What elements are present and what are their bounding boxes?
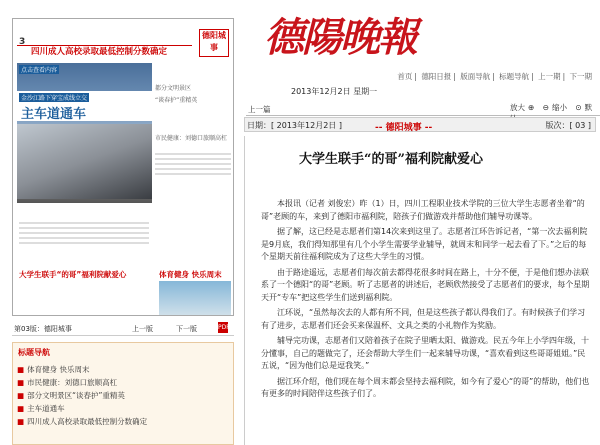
- zoom-in-button[interactable]: [510, 103, 537, 112]
- nav-title-navigation[interactable]: 标题导航: [499, 72, 530, 81]
- page-thumbnail[interactable]: [12, 18, 234, 316]
- thumbnail-text-line: [155, 163, 231, 165]
- toc-item[interactable]: [17, 415, 147, 428]
- thumbnail-photo-headline[interactable]: 主车道通车: [21, 107, 87, 122]
- zoom-out-label: 缩小: [551, 103, 567, 112]
- thumbnail-col-item[interactable]: 市民健康：刘德口旅顺高杠: [155, 135, 228, 142]
- thumbnail-text-line: [19, 242, 149, 244]
- article-title: 大学生联手“的哥”福利院献爱心: [299, 152, 483, 167]
- thumbnail-right-column: [155, 63, 231, 263]
- thumbnail-text-line: [19, 227, 149, 229]
- article: [244, 136, 596, 445]
- bullet-icon: ■: [17, 404, 25, 413]
- thumbnail-road-photo: [17, 124, 152, 199]
- zoom-default-label: 默: [584, 103, 593, 112]
- toc-list: [17, 363, 147, 428]
- thumbnail-headline[interactable]: 四川成人高校录取最低控制分数确定: [31, 47, 168, 57]
- nav-deyang-daily[interactable]: 德阳日报: [421, 72, 452, 81]
- thumbnail-fitness-photo: [159, 281, 231, 315]
- article-body: [261, 198, 591, 404]
- toc-item-label[interactable]: 部分文明景区“谈春护”重精英: [27, 391, 125, 400]
- thumbnail-text-block: [19, 219, 149, 263]
- toc-item-label[interactable]: 主车道通车: [27, 404, 65, 413]
- next-page-link[interactable]: 下一版: [176, 325, 197, 333]
- thumbnail-header: [13, 19, 233, 61]
- thumbnail-caption-right[interactable]: 体育健身 快乐周末: [159, 270, 222, 279]
- nav-page-navigation[interactable]: 版面导航: [460, 72, 491, 81]
- thumbnail-kicker: 点击查看内容: [21, 67, 58, 74]
- nav-next-issue[interactable]: 下一期: [569, 72, 592, 81]
- thumbnail-section-tag: 德阳城事: [199, 29, 229, 57]
- thumbnail-text-line: [19, 232, 149, 234]
- thumbnail-col-item[interactable]: 都分文明景区: [155, 85, 192, 92]
- thumbnail-photo-title-block: [17, 91, 152, 121]
- plus-icon: ⊕: [528, 103, 535, 112]
- toc-item-label[interactable]: 体育健身 快乐周末: [27, 365, 90, 374]
- article-paragraph: 据了解，这已经是志愿者们第14次来到这里了。志愿者江环告诉记者，“第一次去福利院是9月底，我们得知那里有几个小学生需要学业辅导，就周末和同学一起去看了下。”之后的每个星期天前往福利院成为了这些大学生的习惯。: [261, 227, 588, 261]
- toc-item-label[interactable]: 四川成人高校录取最低控制分数确定: [27, 417, 148, 426]
- article-paragraph: 本报讯（记者 刘俊宏）昨（1）日，四川工程职业技术学院的三位大学生志愿者坐着“的哥”老顾的车，来到了德阳市福利院，陪孩子们做游戏并帮助他们辅导功课等。: [261, 199, 585, 221]
- thumbnail-caption-left[interactable]: 大学生联手“的哥”福利院献爱心: [19, 270, 127, 279]
- nav-prev-issue[interactable]: 上一期: [538, 72, 561, 81]
- article-info-bar: [244, 117, 596, 132]
- article-paragraph: 江环说，“虽然每次去的人都有所不同，但是这些孩子都认得我们了。有时候孩子们学习有了进步，志愿者们还会买来保温杯、文具之类的小礼物作为奖励。: [261, 308, 586, 330]
- article-section: -- 德阳城事 --: [375, 123, 433, 133]
- minus-icon: ⊖: [542, 103, 549, 112]
- issue-date: 2013年12月2日 星期一: [291, 87, 378, 96]
- top-nav: 首页 | 德阳日报 | 版面导航 | 标题导航 | 上一期 | 下一期: [397, 72, 592, 81]
- toc-item[interactable]: [17, 363, 147, 376]
- thumbnail-text-line: [155, 158, 231, 160]
- thumbnail-text-line: [155, 168, 231, 170]
- bullet-icon: ■: [17, 391, 25, 400]
- prev-article-link[interactable]: 上一篇: [248, 105, 271, 114]
- page-nav: [12, 322, 234, 336]
- page-nav-label: 第03版：德阳城事: [14, 325, 72, 333]
- left-panel: [0, 0, 240, 445]
- bullet-icon: ■: [17, 417, 25, 426]
- toc-item[interactable]: [17, 389, 147, 402]
- thumbnail-text-line: [155, 153, 231, 155]
- article-paragraph: 据江环介绍，他们现在每个周末都会坚持去福利院，如今有了爱心“的哥”的帮助，他们也有更多的时间陪伴这些孩子们了。: [261, 376, 590, 398]
- pdf-icon[interactable]: PDF: [218, 324, 230, 331]
- site-logo[interactable]: 德陽晚報: [264, 14, 416, 61]
- article-paragraph: 由于路途遥远，志愿者们每次前去都得花很多时间在路上，十分不便，于是他们想办法联系了一个德阳“的哥”老顾。听了志愿者的讲述后，老顾欣然接受了志愿者们的要求，每个星期天开“专车”把这些学生们送到福利院。: [261, 267, 590, 302]
- thumbnail-text-line: [19, 237, 149, 239]
- thumbnail-text-line: [19, 222, 149, 224]
- thumbnail-col-item[interactable]: “谈春护”重精英: [155, 97, 198, 104]
- thumbnail-text-line: [155, 173, 231, 175]
- toc-title: 标题导航: [18, 348, 50, 357]
- bullet-icon: ■: [17, 378, 25, 387]
- site-header: [240, 0, 600, 66]
- nav-home[interactable]: 首页: [397, 72, 413, 81]
- thumbnail-page-number: 3: [19, 37, 26, 47]
- thumbnail-photo-stamp: 金沙江路下穿宝成线立交: [21, 95, 88, 102]
- reset-icon: ⊙: [575, 103, 582, 112]
- toc-item[interactable]: [17, 402, 147, 415]
- article-paragraph: 辅导完功课，志愿者们又陪着孩子在院子里晒太阳、做游戏。民五今年上小学四年级，十分懂事，自己的题做完了，还会帮助大学生们一起来辅导功课，“喜欢看到这些哥哥姐姐。”民五说，“因为他们总是逗我笑。”: [261, 336, 589, 370]
- article-date: 日期：[ 2013年12月2日 ]: [247, 121, 342, 130]
- zoom-in-label: 放大: [510, 103, 525, 112]
- toc-item[interactable]: [17, 376, 147, 389]
- prev-page-link[interactable]: 上一版: [132, 325, 153, 333]
- bullet-icon: ■: [17, 365, 25, 374]
- toc-item-label[interactable]: 市民健康：刘德口旅顺高杠: [27, 378, 118, 387]
- article-page: 版次：[ 03 ]: [545, 121, 591, 130]
- title-navigation: [12, 342, 234, 445]
- zoom-out-button[interactable]: [543, 103, 570, 112]
